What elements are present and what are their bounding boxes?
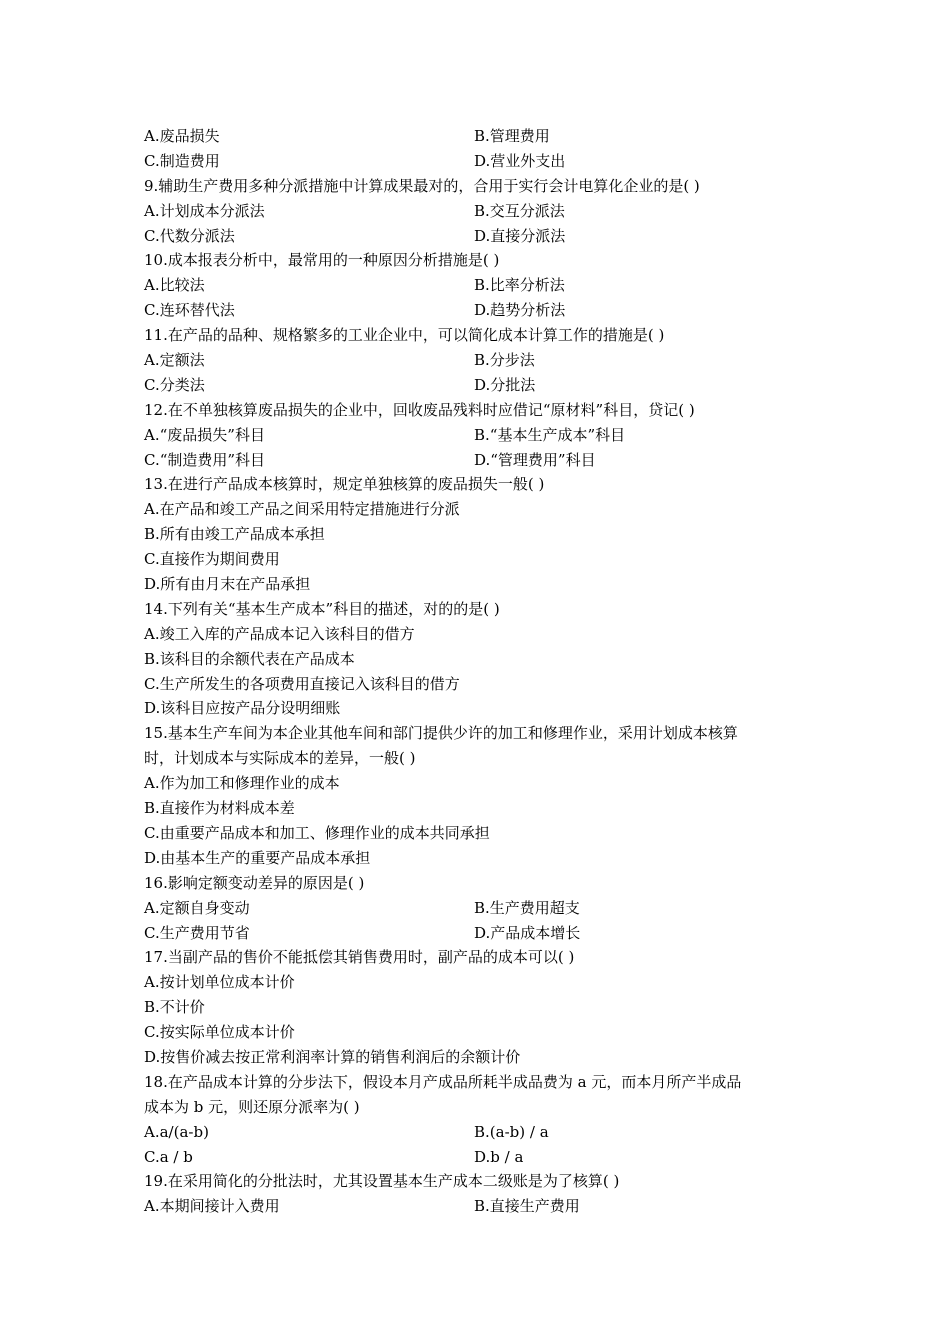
option-right: D.“管理费用”科目	[474, 450, 596, 469]
option-row	[144, 921, 814, 946]
option-left: A.比较法	[144, 276, 205, 295]
option-right: D.直接分派法	[474, 226, 566, 245]
option-row	[144, 448, 814, 473]
option-row	[144, 423, 814, 448]
option-left: A.计划成本分派法	[144, 201, 265, 220]
option-row	[144, 124, 814, 149]
text-line: 时，计划成本与实际成本的差异，一般( )	[144, 749, 416, 768]
option-left: C.生产费用节省	[144, 923, 250, 942]
text-line: C.生产所发生的各项费用直接记入该科目的借方	[144, 674, 460, 693]
text-line: A.按计划单位成本计价	[144, 973, 295, 992]
option-right: D.b / a	[474, 1147, 524, 1166]
text-line: 11.在产品的品种、规格繁多的工业企业中，可以简化成本计算工作的措施是( )	[144, 326, 665, 345]
option-left: C.分类法	[144, 375, 205, 394]
option-right: D.营业外支出	[474, 151, 566, 170]
option-right: B.直接生产费用	[474, 1197, 580, 1216]
option-right: B.交互分派法	[474, 201, 565, 220]
text-line: 12.在不单独核算废品损失的企业中，回收废品残料时应借记“原材料”科目，贷记( )	[144, 400, 695, 419]
text-line: B.该科目的余额代表在产品成本	[144, 649, 355, 668]
option-left: A.本期间接计入费用	[144, 1197, 280, 1216]
text-line: D.由基本生产的重要产品成本承担	[144, 848, 371, 867]
option-left: A.“废品损失”科目	[144, 425, 265, 444]
text-line: 16.影响定额变动差异的原因是( )	[144, 873, 365, 892]
text-line: D.所有由月末在产品承担	[144, 575, 311, 594]
text-line: 13.在进行产品成本核算时，规定单独核算的废品损失一般( )	[144, 475, 545, 494]
option-row	[144, 1120, 814, 1145]
option-left: A.废品损失	[144, 127, 220, 145]
option-left: C.制造费用	[144, 151, 220, 170]
text-line: 19.在采用简化的分批法时，尤其设置基本生产成本二级账是为了核算( )	[144, 1172, 620, 1191]
text-line: A.在产品和竣工产品之间采用特定措施进行分派	[144, 500, 460, 519]
option-left: C.“制造费用”科目	[144, 450, 266, 469]
text-line: 14.下列有关“基本生产成本”科目的描述，对的的是( )	[144, 599, 500, 618]
text-line: D.该科目应按产品分设明细账	[144, 699, 341, 718]
option-row	[144, 348, 814, 373]
option-left: C.a / b	[144, 1147, 193, 1166]
option-right: B.分步法	[474, 351, 535, 370]
document-page	[144, 124, 814, 1219]
text-line: 10.成本报表分析中，最常用的一种原因分析措施是( )	[144, 251, 500, 270]
option-right: B.管理费用	[474, 127, 550, 145]
option-right: B.生产费用超支	[474, 898, 580, 917]
text-line: C.按实际单位成本计价	[144, 1023, 295, 1042]
text-line: 17.当副产品的售价不能抵偿其销售费用时，副产品的成本可以( )	[144, 948, 575, 967]
option-row	[144, 896, 814, 921]
option-right: D.趋势分析法	[474, 301, 566, 320]
option-row	[144, 199, 814, 224]
option-right: B.“基本生产成本”科目	[474, 425, 626, 444]
option-left: A.a/(a-b)	[144, 1122, 209, 1141]
text-line: 15.基本生产车间为本企业其他车间和部门提供少许的加工和修理作业，采用计划成本核算	[144, 724, 738, 743]
text-line: C.直接作为期间费用	[144, 550, 280, 569]
text-line: A.竣工入库的产品成本记入该科目的借方	[144, 624, 415, 643]
option-right: D.产品成本增长	[474, 923, 581, 942]
option-row	[144, 1145, 814, 1170]
option-left: C.连环替代法	[144, 301, 235, 320]
option-right: B.(a-b) / a	[474, 1122, 549, 1141]
text-line: D.按售价减去按正常利润率计算的销售利润后的余额计价	[144, 1047, 521, 1066]
option-row	[144, 224, 814, 249]
option-right: D.分批法	[474, 375, 536, 394]
text-line: C.由重要产品成本和加工、修理作业的成本共同承担	[144, 823, 490, 842]
text-line: 成本为 b 元，则还原分派率为( )	[144, 1097, 360, 1116]
option-row	[144, 373, 814, 398]
text-line: B.不计价	[144, 998, 205, 1017]
option-row	[144, 1194, 814, 1219]
text-line: 9.辅助生产费用多种分派措施中计算成果最对的，合用于实行会计电算化企业的是( )	[144, 176, 700, 195]
option-left: A.定额自身变动	[144, 898, 250, 917]
text-line: B.所有由竣工产品成本承担	[144, 525, 325, 544]
option-left: C.代数分派法	[144, 226, 235, 245]
text-line: 18.在产品成本计算的分步法下，假设本月产成品所耗半成品费为 a 元，而本月所产半成品	[144, 1072, 742, 1091]
text-line: B.直接作为材料成本差	[144, 799, 295, 818]
option-row	[144, 273, 814, 298]
option-row	[144, 298, 814, 323]
text-line: A.作为加工和修理作业的成本	[144, 774, 340, 793]
option-right: B.比率分析法	[474, 276, 565, 295]
option-left: A.定额法	[144, 351, 205, 370]
option-row	[144, 149, 814, 174]
